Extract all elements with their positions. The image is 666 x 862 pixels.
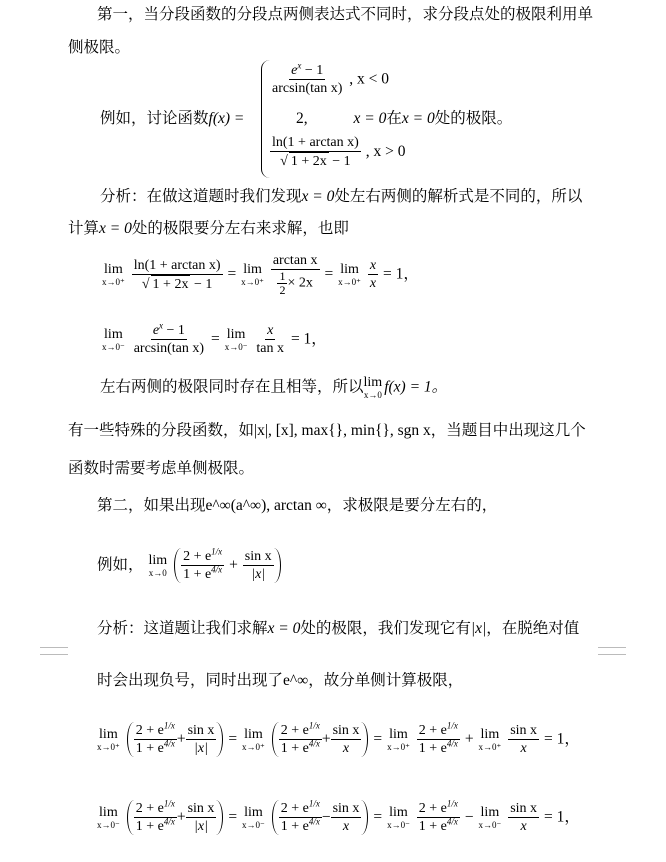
lim-sub-12: x→0⁻ (97, 820, 120, 830)
lim-11: lim (480, 727, 500, 742)
eq4-sinx3: sin x (510, 801, 538, 816)
example2-paren: $\frac{2 + e^{1/x}}{1 + e^{4/x}}$ + $\frac{\text{sin x}}{|x|}$ (174, 548, 281, 583)
eq3-t-num3: 2 + e (418, 723, 447, 738)
eq4-xden: x (342, 819, 350, 834)
lim-1: lim (104, 262, 123, 277)
case1-cond: , x < 0 (349, 70, 390, 88)
eq4-t-num2: 2 + e (280, 801, 309, 816)
lim-15: lim (480, 805, 500, 820)
analysis2-e: e^∞ (283, 672, 309, 689)
case3-den-sqrt: 1 + 2x (290, 154, 327, 169)
conclusion-a: 左右两侧的极限同时存在且相等，所以 (100, 377, 364, 396)
lim-2: lim (243, 262, 262, 277)
eq4-t-den-exp: 4/x (163, 816, 175, 827)
eq4-sinx2: sin x (332, 801, 360, 816)
analysis1-d: 处的极限要分左右来求解，也即 (131, 219, 349, 237)
eq4-t-den2: 1 + e (280, 819, 309, 834)
para2-line2: 函数时需要考虑单侧极限。 (68, 459, 255, 477)
eq1-num: ln(1 + arctan x) (133, 257, 221, 273)
eq4-t-den-exp2: 4/x (308, 816, 320, 827)
case3-den-tail: − 1 (328, 154, 351, 169)
lim-10: lim (389, 727, 408, 742)
eq3-t-exp: 1/x (163, 720, 175, 731)
case1-num-sup: x (297, 60, 302, 71)
ex2-t-exp: 1/x (211, 546, 223, 557)
piecewise-brace (261, 60, 270, 178)
para1-line2: 侧极限。 (68, 38, 131, 56)
lim-sub-9: x→0⁺ (242, 742, 265, 752)
ex2-absx: |x| (251, 567, 266, 582)
conclusion-b: f(x) = 1。 (384, 378, 448, 396)
eq4-t-den3: 1 + e (418, 819, 447, 834)
analysis2-f: ，故分单侧计算极限， (308, 671, 464, 689)
eq4-t-num: 2 + e (135, 801, 164, 816)
eq3-absx: |x| (194, 741, 208, 756)
analysis1-a: 分析：在做这道题时我们发现 (100, 187, 302, 205)
analysis2-c: ，在脱绝对值 (486, 619, 580, 637)
analysis1-x0: x = 0 (301, 188, 335, 205)
eq1-num3: x (369, 258, 377, 273)
eq3-t-den: 1 + e (135, 741, 164, 756)
equation3: lim x→0⁺ $\frac{2 + e^{1/x}}{1 + e^{4/x}}$ + $\frac{\text{sin x}}{|x|}$ = lim x→0⁺ $\frac{2 + e^{1/x}}{1 + e^{4/x}}$ + $\frac{\text{sin x}}{x}$ = lim x→0⁺ $\frac{2 + e^{1/x}}{1 + e^{4/x}}$ + lim x→0⁺ $\frac{\text{sin x}}{x}$ = 1， (97, 720, 580, 756)
page-break-left-mark (40, 647, 68, 655)
example2 (97, 548, 281, 583)
eq3-t-exp2: 1/x (308, 720, 320, 731)
lim-sub-4: x→0⁻ (102, 342, 125, 352)
eq1-den3: x (369, 276, 377, 291)
eq4-sinx: sin x (187, 801, 215, 816)
analysis2-abs: |x| (470, 620, 487, 637)
lim-sub-15: x→0⁻ (478, 820, 502, 830)
conclusion (100, 375, 447, 400)
case2-val: 2, (296, 110, 308, 127)
eq1-den2-num: 1 (279, 269, 286, 283)
lim-sub-2: x→0⁺ (241, 277, 264, 287)
eq2-den2: tan x (256, 341, 284, 356)
eq3-xden: x (342, 741, 350, 756)
eq4-absx: |x| (194, 819, 208, 834)
analysis1-x0b: x = 0 (99, 220, 132, 237)
lim-sub-3: x→0⁺ (338, 277, 361, 287)
example1-prefix: 例如，讨论函数 (100, 109, 209, 127)
case3-num: ln(1 + arctan x) (272, 135, 359, 150)
case2-cond2: x = 0 (401, 110, 435, 127)
lim-sub-8: x→0⁺ (97, 742, 120, 752)
eq3-t-num: 2 + e (135, 723, 164, 738)
para2-funcs: |x|, [x], max{}, min{}, sgn x (254, 422, 431, 439)
case1-num-tail: − 1 (301, 63, 324, 78)
eq4-result: = 1， (543, 808, 580, 826)
lim-14: lim (389, 805, 408, 820)
analysis2-d: 时会出现负号，同时出现了 (97, 671, 284, 689)
equation2: lim x→0⁻ $\frac{e^x - 1}{\text{arcsin(tan x)}}$ = lim x→0⁻ $\frac{x}{\text{tan x}}$ = 1， (102, 320, 327, 356)
case1-fraction (270, 62, 344, 97)
eq2-result: = 1， (290, 330, 327, 348)
case2-text2: 处的极限。 (434, 109, 513, 127)
case3-fraction: $\frac{\text{ln(1 + arctan x)}}{√ 1 + 2x - 1}$ (272, 135, 359, 169)
analysis2-line1 (97, 618, 579, 639)
ex2-t-den-exp: 4/x (211, 564, 223, 575)
page-break (0, 650, 666, 651)
para3-b: ，求极限是要分左右的， (326, 496, 498, 514)
eq4-xden3: x (520, 819, 527, 834)
case1-den: arcsin(tan x) (272, 81, 343, 96)
lim-12: lim (99, 805, 118, 820)
eq3-t-den-exp: 4/x (163, 738, 175, 749)
eq4-t-exp3: 1/x (446, 798, 458, 809)
lim-sub-6: x→0 (363, 390, 382, 400)
lim-9: lim (244, 727, 263, 742)
eq1-den2-den: 2 (279, 283, 286, 297)
analysis1-line2 (68, 218, 349, 239)
eq3-sinx2: sin x (332, 723, 360, 738)
lim-sub-14: x→0⁻ (387, 820, 410, 830)
lim-sub-1: x→0⁺ (102, 277, 125, 287)
eq3-t-den-exp3: 4/x (446, 738, 458, 749)
para3-a: 第二，如果出现 (97, 496, 206, 514)
equation4: lim x→0⁻ $\frac{2 + e^{1/x}}{1 + e^{4/x}}$ + $\frac{\text{sin x}}{|x|}$ = lim x→0⁻ $\frac{2 + e^{1/x}}{1 + e^{4/x}}$ − $\frac{\text{sin x}}{x}$ = lim x→0⁻ $\frac{2 + e^{1/x}}{1 + e^{4/x}}$ − lim x→0⁻ $\frac{\text{sin x}}{x}$ = 1， (97, 798, 580, 834)
eq4-t-exp2: 1/x (308, 798, 320, 809)
case3-cond: , x > 0 (365, 143, 406, 160)
eq3-result: = 1， (543, 730, 580, 748)
lim-4: lim (104, 327, 123, 342)
eq3-t-num2: 2 + e (280, 723, 309, 738)
para2-a: 有一些特殊的分段函数，如 (68, 421, 255, 439)
analysis1-b: 处左右两侧的解析式是不同的，所以 (334, 187, 583, 205)
case2 (296, 108, 512, 129)
equation1: lim x→0⁺ $\frac{\text{ln(1 + arctan x)}}{√ 1 + 2x - 1}$ = lim x→0⁺ arctan x $\frac{1}{2}$ × 2x = lim x→0⁺ $\frac{x}{x}$ = 1， (102, 253, 419, 297)
lim-sub-11: x→0⁺ (478, 742, 502, 752)
analysis2-x0: x = 0 (267, 620, 301, 637)
para3-math: e^∞(a^∞), arctan ∞ (205, 497, 327, 514)
eq4-t-num3: 2 + e (418, 801, 447, 816)
para3 (97, 495, 497, 516)
eq1-num2: arctan x (272, 253, 318, 268)
analysis1-c: 计算 (68, 219, 100, 237)
lim-sub-7: x→0 (148, 568, 167, 578)
ex2-t-den: 1 + e (183, 567, 212, 582)
lim-7: lim (148, 553, 168, 568)
eq1-den2-tail: × 2x (287, 275, 313, 291)
case2-text: 在 (386, 109, 402, 127)
ex2-sinx: sin x (244, 549, 272, 564)
eq2-num-tail: − 1 (163, 323, 185, 338)
analysis2-a: 分析：这道题让我们求解 (97, 619, 268, 637)
eq3-xden3: x (520, 741, 527, 756)
lim-6: lim (363, 375, 383, 390)
lim-5: lim (226, 327, 246, 342)
analysis2-b: 处的极限，我们发现它有 (300, 619, 471, 637)
eq4-t-den: 1 + e (135, 819, 164, 834)
eq3-t-den2: 1 + e (280, 741, 309, 756)
eq3-t-den3: 1 + e (418, 741, 447, 756)
eq2-den: arcsin(tan x) (133, 341, 205, 356)
para2-line1 (68, 420, 586, 441)
eq1-den-sqrt: 1 + 2x (152, 276, 189, 292)
case1 (270, 62, 389, 97)
lim-sub-5: x→0⁻ (224, 342, 248, 352)
analysis1-line1 (100, 186, 582, 207)
eq4-t-exp: 1/x (163, 798, 175, 809)
example1-fx: f(x) = (208, 110, 245, 127)
eq3-t-exp3: 1/x (446, 720, 458, 731)
lim-13: lim (244, 805, 263, 820)
lim-3: lim (340, 262, 359, 277)
page-break-right-mark (598, 647, 626, 655)
eq1-den-tail: − 1 (190, 276, 213, 292)
case1-num: e (291, 63, 298, 78)
eq4-t-den-exp3: 4/x (446, 816, 458, 827)
analysis2-line2 (97, 670, 463, 691)
eq2-num: e (152, 323, 160, 338)
lim-8: lim (99, 727, 118, 742)
example1-label (100, 108, 244, 129)
eq1-result: = 1， (383, 265, 419, 283)
lim-sub-10: x→0⁺ (387, 742, 410, 752)
para2-b: ，当题目中出现这几个 (430, 421, 586, 439)
eq3-sinx3: sin x (510, 723, 538, 738)
eq2-num2: x (267, 323, 274, 338)
eq2-num-sup: x (159, 320, 164, 331)
eq3-t-den-exp2: 4/x (308, 738, 320, 749)
para1-line1: 第一，当分段函数的分段点两侧表达式不同时，求分段点处的极限利用单 (97, 5, 594, 23)
case3 (270, 134, 406, 170)
case2-cond: x = 0 (353, 110, 387, 127)
ex2-t-num: 2 + e (183, 549, 212, 564)
lim-sub-13: x→0⁻ (242, 820, 265, 830)
eq3-sinx: sin x (187, 723, 215, 738)
example2-prefix: 例如， (97, 555, 144, 574)
